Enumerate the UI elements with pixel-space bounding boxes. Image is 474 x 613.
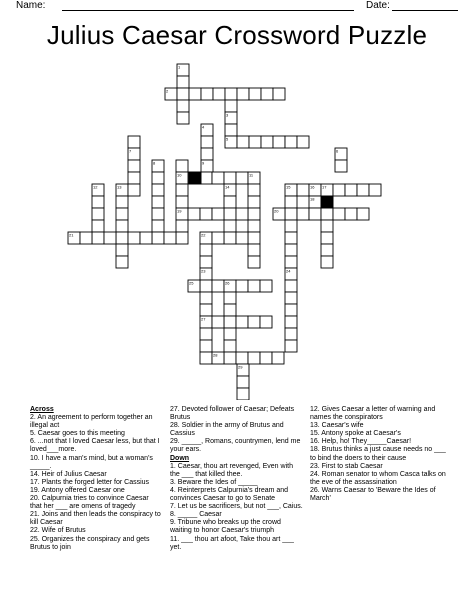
clue: 27. Devoted follower of Caesar; Defeats Brutus (170, 406, 295, 422)
grid-cell[interactable] (285, 280, 297, 292)
grid-cell[interactable] (285, 196, 297, 208)
grid-cell[interactable] (80, 232, 92, 244)
grid-cell[interactable] (92, 208, 104, 220)
clue: 11. ___ thou art afoot, Take thou art ___ yet. (170, 535, 294, 551)
grid-cell[interactable] (333, 184, 345, 196)
grid-cell[interactable] (285, 340, 297, 352)
grid-cell[interactable] (272, 352, 284, 364)
grid-cell[interactable] (248, 256, 260, 268)
clue-number: 13 (117, 184, 122, 190)
grid-cell[interactable] (273, 88, 285, 100)
grid-cell[interactable] (177, 112, 189, 124)
grid-cell[interactable] (321, 232, 333, 244)
grid-cell[interactable] (261, 136, 273, 148)
clue: 14. Heir of Julius Caesar (30, 470, 107, 478)
grid-cell[interactable] (369, 184, 381, 196)
grid-cell[interactable] (140, 232, 152, 244)
grid-cell[interactable] (224, 340, 236, 352)
clue-number: 14 (225, 184, 230, 190)
grid-cell[interactable] (104, 232, 116, 244)
grid-cell[interactable] (285, 136, 297, 148)
grid-cell[interactable] (116, 208, 128, 220)
grid-cell[interactable] (176, 196, 188, 208)
clue-number: 3 (226, 112, 229, 118)
grid-cell[interactable] (225, 88, 237, 100)
middle-clues (170, 406, 304, 552)
grid-cell[interactable] (309, 208, 321, 220)
clue-number: 29 (238, 364, 243, 370)
clue: 7. Let us be sacrificers, but not ___, Caius. (170, 503, 303, 511)
grid-cell[interactable] (345, 208, 357, 220)
clue-number: 26 (225, 280, 230, 286)
clue-number: 23 (201, 268, 206, 274)
grid-cell[interactable] (237, 376, 249, 388)
clue-number: 7 (129, 148, 132, 154)
clue: 5. Caesar goes to this meeting (30, 430, 125, 438)
grid-cell[interactable] (285, 292, 297, 304)
clue-number: 1 (178, 64, 181, 70)
grid-cell[interactable] (357, 184, 369, 196)
clue: 22. Wife of Brutus (30, 527, 86, 535)
grid-cell[interactable] (116, 244, 128, 256)
grid-cell[interactable] (177, 76, 189, 88)
clue: 9. Tribune who breaks up the crowd waiting to honor Caesar's triumph (170, 519, 281, 535)
grid-cell[interactable] (345, 184, 357, 196)
grid-cell[interactable] (176, 160, 188, 172)
clue-number: 20 (274, 208, 279, 214)
grid-cell[interactable] (249, 88, 261, 100)
clue-number: 25 (189, 280, 194, 286)
black-cell (321, 196, 333, 208)
grid-cell[interactable] (176, 184, 188, 196)
across-list (30, 414, 162, 552)
clue: 15. Antony spoke at Caesar's (310, 430, 401, 438)
grid-cell[interactable] (200, 328, 212, 340)
grid-cell[interactable] (249, 136, 261, 148)
grid-cell[interactable] (248, 244, 260, 256)
grid-cell[interactable] (224, 208, 236, 220)
grid-cell[interactable] (92, 220, 104, 232)
clue-number: 19 (177, 208, 182, 214)
grid-cell[interactable] (225, 124, 237, 136)
clue: 17. Plants the forged letter for Cassius (30, 478, 150, 486)
grid-cell[interactable] (201, 148, 213, 160)
grid-cell[interactable] (128, 172, 140, 184)
grid-cell[interactable] (321, 244, 333, 256)
clue-number: 17 (322, 184, 327, 190)
grid-cell[interactable] (200, 172, 212, 184)
grid-cell[interactable] (248, 316, 260, 328)
clue-number: 6 (336, 148, 339, 154)
grid-cell[interactable] (177, 100, 189, 112)
clue-number: 16 (310, 184, 315, 190)
grid-cell[interactable] (213, 88, 225, 100)
grid-cell[interactable] (188, 208, 200, 220)
grid-cell[interactable] (224, 316, 236, 328)
grid-cell[interactable] (248, 280, 260, 292)
down-heading: Down (170, 454, 190, 462)
grid-cell[interactable] (128, 160, 140, 172)
grid-cell[interactable] (236, 232, 248, 244)
clue: 2. An agreement to perform together an illegal act (30, 414, 153, 430)
across-list-continued (170, 406, 304, 455)
grid-cell[interactable] (152, 232, 164, 244)
grid-cell[interactable] (260, 352, 272, 364)
grid-cell[interactable] (237, 388, 249, 400)
grid-cell[interactable] (261, 88, 273, 100)
clue-number: 21 (69, 232, 74, 238)
clue: 13. Caesar's wife (310, 422, 364, 430)
grid-cell[interactable] (224, 172, 236, 184)
clue-number: 9 (202, 160, 205, 166)
grid-cell[interactable] (357, 208, 369, 220)
grid-cell[interactable] (248, 208, 260, 220)
down-list-continued (310, 406, 448, 503)
grid-cell[interactable] (128, 184, 140, 196)
grid-cell[interactable] (224, 328, 236, 340)
grid-cell[interactable] (189, 88, 201, 100)
grid-cell[interactable] (92, 232, 104, 244)
clue: 3. Beware the Ides of _____ (170, 478, 258, 486)
page-title: Julius Caesar Crossword Puzzle (46, 20, 428, 50)
clue-number: 4 (202, 124, 205, 130)
clue: 23. First to stab Caesar (310, 462, 383, 470)
across-heading: Across (30, 406, 54, 413)
clue: 25. Organizes the conspiracy and gets Brutus to join (30, 535, 150, 551)
grid-cell[interactable] (224, 232, 236, 244)
grid-cell[interactable] (297, 136, 309, 148)
grid-cell[interactable] (116, 232, 128, 244)
grid-cell[interactable] (273, 136, 285, 148)
clue-number: 10 (177, 172, 182, 178)
grid-cell[interactable] (248, 352, 260, 364)
grid-cell[interactable] (260, 316, 272, 328)
grid-cell[interactable] (285, 208, 297, 220)
grid-cell[interactable] (201, 88, 213, 100)
grid-cell[interactable] (248, 220, 260, 232)
grid-cell[interactable] (236, 352, 248, 364)
grid-cell[interactable] (285, 256, 297, 268)
grid-cell[interactable] (237, 88, 249, 100)
grid-cell[interactable] (248, 184, 260, 196)
grid-cell[interactable] (212, 232, 224, 244)
grid-cell[interactable] (237, 136, 249, 148)
grid-cell[interactable] (200, 280, 212, 292)
clue-number: 12 (93, 184, 98, 190)
clue: 19. Antony offered Caesar one (30, 486, 125, 494)
clue: 8. _____ Caesar (170, 511, 222, 519)
grid-cell[interactable] (333, 208, 345, 220)
clue: 1. Caesar, thou art revenged, Even with the ___ that killed thee. (170, 462, 293, 478)
grid-cell[interactable] (212, 316, 224, 328)
clue: 16. Help, ho! They_____Caesar! (310, 438, 412, 446)
clue-number: 15 (286, 184, 291, 190)
clue: 10. I have a man's mind, but a woman's _____. (30, 454, 153, 470)
grid-cell[interactable] (176, 232, 188, 244)
clue: 24. Roman senator to whom Casca talks on the eve of the assassination (310, 470, 446, 486)
grid-cell[interactable] (200, 244, 212, 256)
grid-cell[interactable] (200, 256, 212, 268)
grid-cell[interactable] (285, 220, 297, 232)
grid-cell[interactable] (200, 340, 212, 352)
grid-cell[interactable] (200, 304, 212, 316)
clue-number: 18 (310, 196, 315, 202)
grid-cell[interactable] (321, 208, 333, 220)
grid-cell[interactable] (212, 280, 224, 292)
grid-cell[interactable] (224, 292, 236, 304)
grid-cell[interactable] (128, 232, 140, 244)
grid-cell[interactable] (212, 172, 224, 184)
grid-cell[interactable] (116, 256, 128, 268)
clue: 6. ...not that I loved Caesar less, but that I loved___more. (30, 438, 160, 454)
grid-cell[interactable] (260, 280, 272, 292)
grid-cell[interactable] (335, 160, 347, 172)
down-list (170, 463, 304, 552)
grid-cell[interactable] (285, 232, 297, 244)
clue-number: 24 (286, 268, 291, 274)
grid-cell[interactable] (212, 208, 224, 220)
clue: 20. Calpurnia tries to convince Caesar that her ___ are omens of tragedy (30, 495, 149, 511)
clue: 4. Reinterprets Calpurnia's dream and convinces Caesar to go to Senate (170, 486, 289, 503)
grid-cell[interactable] (285, 316, 297, 328)
grid-cell[interactable] (225, 100, 237, 112)
grid-cell[interactable] (128, 136, 140, 148)
clue: 26. Warns Caesar to 'Beware the Ides of March' (310, 486, 436, 503)
clue: 18. Brutus thinks a just cause needs no ___ to bind the doers to their cause (310, 446, 446, 462)
grid-cell[interactable] (236, 208, 248, 220)
grid-cell[interactable] (116, 196, 128, 208)
grid-cell[interactable] (224, 352, 236, 364)
grid-cell[interactable] (200, 208, 212, 220)
grid-cell[interactable] (164, 232, 176, 244)
grid-cell[interactable] (321, 220, 333, 232)
grid-cell[interactable] (176, 220, 188, 232)
grid-cell[interactable] (200, 292, 212, 304)
grid-cell[interactable] (152, 196, 164, 208)
grid-cell[interactable] (152, 172, 164, 184)
grid-cell[interactable] (92, 196, 104, 208)
clue: 28. Soldier in the army of Brutus and Cassius (170, 422, 284, 438)
clue-number: 2 (166, 88, 169, 94)
clue: 29. _____, Romans, countrymen, lend me your ears. (170, 438, 301, 454)
grid-cell[interactable] (321, 256, 333, 268)
grid-cell[interactable] (152, 208, 164, 220)
grid-cell[interactable] (177, 88, 189, 100)
grid-cell[interactable] (236, 280, 248, 292)
grid-cell[interactable] (248, 232, 260, 244)
grid-cell[interactable] (200, 352, 212, 364)
clue-number: 5 (226, 136, 229, 142)
grid-cell[interactable] (152, 220, 164, 232)
grid-cell[interactable] (116, 220, 128, 232)
black-cell (189, 172, 201, 184)
grid-cell[interactable] (236, 172, 248, 184)
across-clues (30, 406, 162, 552)
clue-number: 28 (213, 352, 218, 358)
grid-cell[interactable] (224, 196, 236, 208)
grid-cell[interactable] (224, 304, 236, 316)
clue-number: 11 (249, 172, 254, 178)
down-clues-continued (310, 406, 448, 503)
clue-number: 27 (201, 316, 206, 322)
grid-cell[interactable] (152, 184, 164, 196)
clue: 21. Joins and then leads the conspiracy to kill Caesar (30, 511, 161, 527)
grid-cell[interactable] (248, 196, 260, 208)
grid-cell[interactable] (236, 316, 248, 328)
grid-cell[interactable] (201, 136, 213, 148)
grid-cell[interactable] (224, 220, 236, 232)
grid-cell[interactable] (285, 328, 297, 340)
grid-cell[interactable] (285, 304, 297, 316)
name-label: Name: (16, 0, 46, 11)
clue-number: 22 (201, 232, 206, 238)
clue: 12. Gives Caesar a letter of warning and names the conspirators (310, 406, 436, 422)
clue-number: 8 (153, 160, 156, 166)
grid-cell[interactable] (297, 184, 309, 196)
grid-cell[interactable] (297, 208, 309, 220)
grid-cell[interactable] (285, 244, 297, 256)
date-label: Date: (366, 0, 390, 11)
